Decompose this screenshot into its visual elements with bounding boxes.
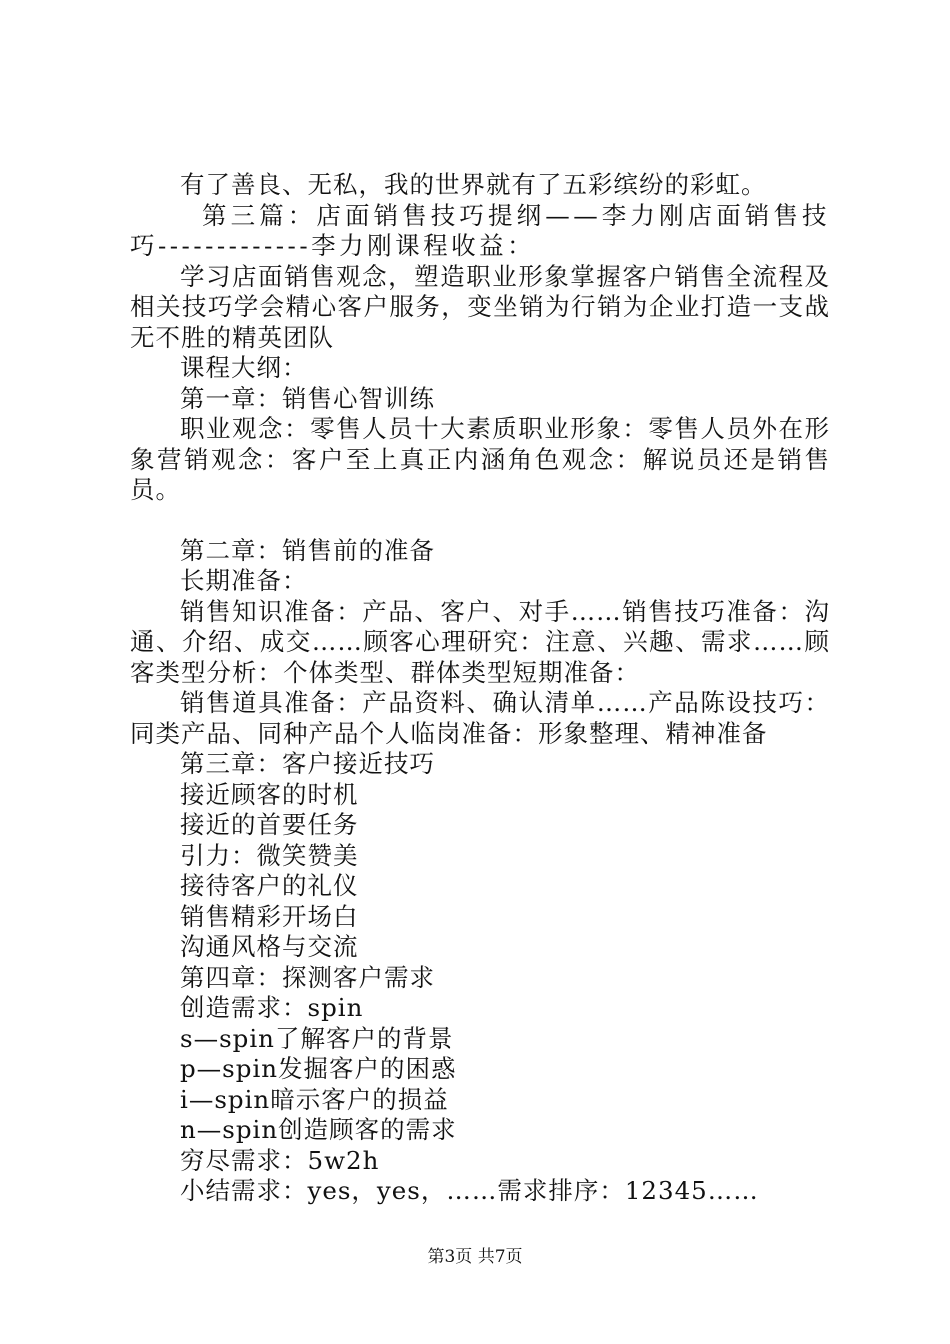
list-item: 销售精彩开场白: [180, 901, 359, 931]
chapter-heading: 第一章：销售心智训练: [180, 383, 435, 413]
list-item: 沟通风格与交流: [180, 932, 359, 961]
paragraph: 学习店面销售观念，塑造职业形象掌握客户销售全流程及相关技巧学会精心客户服务，变坐销为行销为企业打造一支战无不胜的精英团队: [130, 261, 830, 352]
paragraph: 职业观念：零售人员十大素质职业形象：零售人员外在形象营销观念：客户至上真正内涵角色观念：解说员还是销售员。: [130, 414, 830, 504]
paragraph: 销售知识准备：产品、客户、对手……销售技巧准备：沟通、介绍、成交……顾客心理研究：注意、兴趣、需求……顾客类型分析：个体类型、群体类型短期准备：: [130, 596, 830, 687]
list-item: i—spin暗示客户的损益: [180, 1084, 449, 1114]
list-item: n—spin创造顾客的需求: [180, 1115, 457, 1144]
paragraph: 有了善良、无私，我的世界就有了五彩缤纷的彩虹。: [180, 170, 767, 199]
list-item: s—spin了解客户的背景: [180, 1023, 454, 1053]
list-item: 接近的首要任务: [180, 810, 359, 839]
paragraph: 销售道具准备：产品资料、确认清单……产品陈设技巧：同类产品、同种产品个人临岗准备：形象整理、精神准备: [130, 688, 830, 748]
blank-line: [130, 506, 830, 536]
document-body: [130, 170, 830, 1207]
list-item: 创造需求：spin: [180, 993, 364, 1022]
list-item: 引力：微笑赞美: [180, 840, 359, 870]
list-item: p—spin发掘客户的困惑: [180, 1054, 457, 1083]
chapter-heading: 第四章：探测客户需求: [180, 962, 435, 992]
chapter-heading: 第三章：客户接近技巧: [180, 749, 435, 778]
paragraph: 长期准备：: [180, 566, 308, 595]
page-footer: 第3页 共7页: [427, 1247, 523, 1267]
list-item: 小结需求：yes，yes，……需求排序：12345……: [180, 1176, 759, 1205]
list-item: 接待客户的礼仪: [180, 871, 359, 900]
chapter-heading: 第二章：销售前的准备: [180, 535, 435, 565]
list-item: 接近顾客的时机: [180, 779, 359, 809]
list-item: 穷尽需求：5w2h: [180, 1145, 380, 1175]
section-heading: 第三篇：店面销售技巧提纲——李力刚店面销售技巧-------------李力刚课程收益：: [130, 200, 830, 260]
paragraph: 课程大纲：: [180, 353, 308, 382]
